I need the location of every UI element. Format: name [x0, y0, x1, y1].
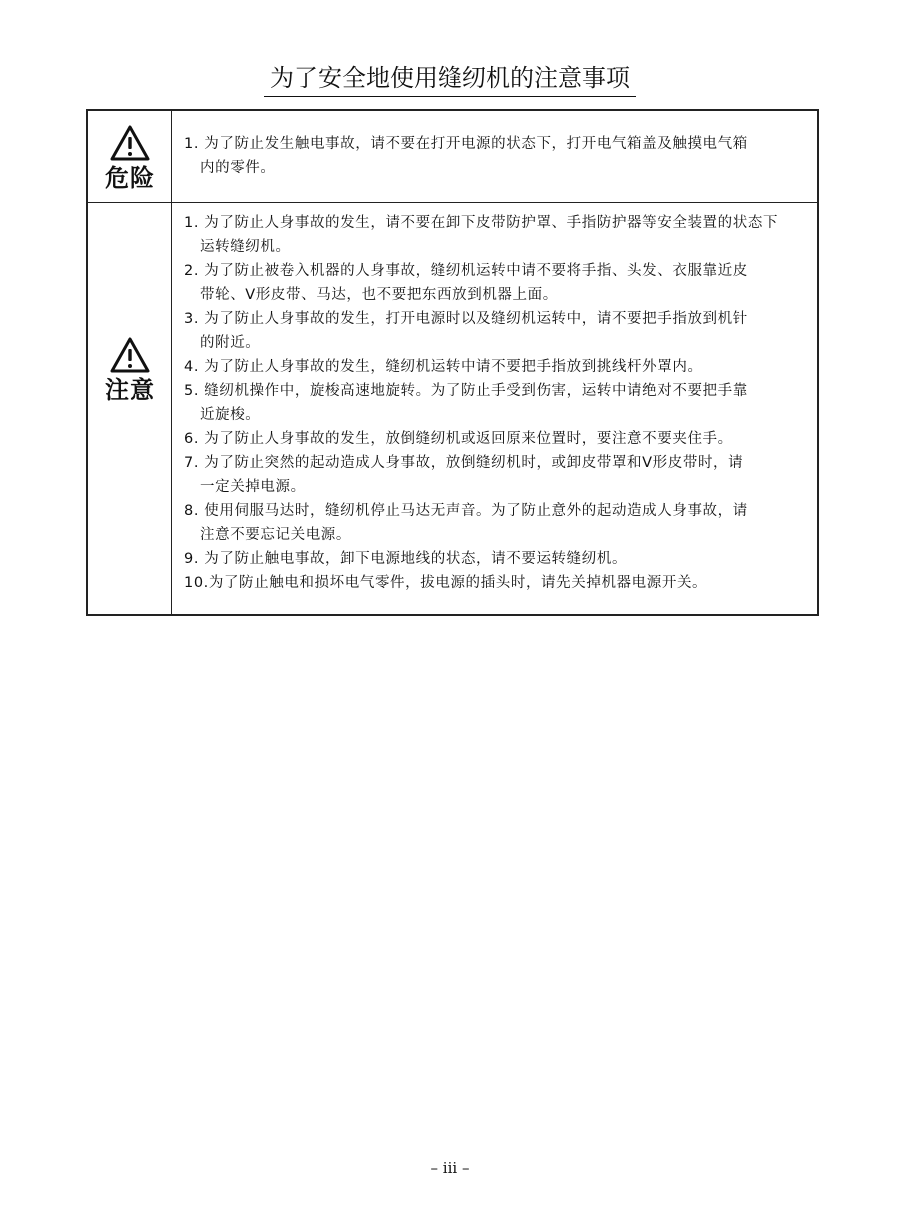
- caution-item: [184, 547, 812, 571]
- warning-triangle-icon: [110, 125, 150, 161]
- caution-label-cell: [88, 337, 172, 405]
- caution-item-line: 近旋梭。: [200, 407, 261, 423]
- caution-item: [184, 379, 812, 427]
- caution-item: [184, 307, 812, 355]
- caution-item-line: 带轮、V形皮带、马达，也不要把东西放到机器上面。: [200, 287, 558, 303]
- caution-item: [184, 259, 812, 307]
- caution-item-line: 1. 为了防止人身事故的发生，请不要在卸下皮带防护罩、手指防护器等安全装置的状态下: [184, 215, 779, 231]
- caution-item-line: 2. 为了防止被卷入机器的人身事故，缝纫机运转中请不要将手指、头发、衣服靠近皮: [184, 263, 748, 279]
- caution-item: [184, 499, 812, 547]
- page-title: [0, 62, 900, 97]
- caution-item-line: 注意不要忘记关电源。: [200, 527, 351, 543]
- caution-label: 注意: [105, 376, 155, 404]
- danger-label-cell: [88, 125, 172, 193]
- danger-label: 危险: [105, 164, 155, 192]
- caution-item-line: 8. 使用伺服马达时，缝纫机停止马达无声音。为了防止意外的起动造成人身事故，请: [184, 503, 748, 519]
- danger-item-line: 内的零件。: [200, 160, 276, 176]
- caution-item-line: 运转缝纫机。: [200, 239, 291, 255]
- caution-item-line: 7. 为了防止突然的起动造成人身事故，放倒缝纫机时，或卸皮带罩和V形皮带时，请: [184, 455, 744, 471]
- caution-item: [184, 571, 812, 595]
- caution-item: [184, 451, 812, 499]
- caution-item: [184, 211, 812, 259]
- danger-item: [184, 132, 812, 180]
- row-divider: [88, 202, 817, 203]
- caution-item: [184, 427, 812, 451]
- warning-triangle-icon: [110, 337, 150, 373]
- caution-item: [184, 355, 812, 379]
- caution-item-line: 9. 为了防止触电事故，卸下电源地线的状态，请不要运转缝纫机。: [184, 551, 628, 567]
- caution-item-line: 5. 缝纫机操作中，旋梭高速地旋转。为了防止手受到伤害，运转中请绝对不要把手靠: [184, 383, 748, 399]
- caution-item-line: 3. 为了防止人身事故的发生，打开电源时以及缝纫机运转中，请不要把手指放到机针: [184, 311, 748, 327]
- caution-item-line: 10.为了防止触电和损坏电气零件，拔电源的插头时，请先关掉机器电源开关。: [184, 575, 708, 591]
- page-title-text: 为了安全地使用缝纫机的注意事项: [264, 62, 636, 97]
- caution-item-line: 的附近。: [200, 335, 261, 351]
- safety-table: [86, 109, 819, 616]
- caution-item-line: 一定关掉电源。: [200, 479, 306, 495]
- danger-item-line: 1. 为了防止发生触电事故，请不要在打开电源的状态下，打开电气箱盖及触摸电气箱: [184, 136, 748, 152]
- caution-item-line: 6. 为了防止人身事故的发生，放倒缝纫机或返回原来位置时，要注意不要夹住手。: [184, 431, 733, 447]
- caution-item-line: 4. 为了防止人身事故的发生，缝纫机运转中请不要把手指放到挑线杆外罩内。: [184, 359, 703, 375]
- page-number: – iii –: [430, 1159, 470, 1177]
